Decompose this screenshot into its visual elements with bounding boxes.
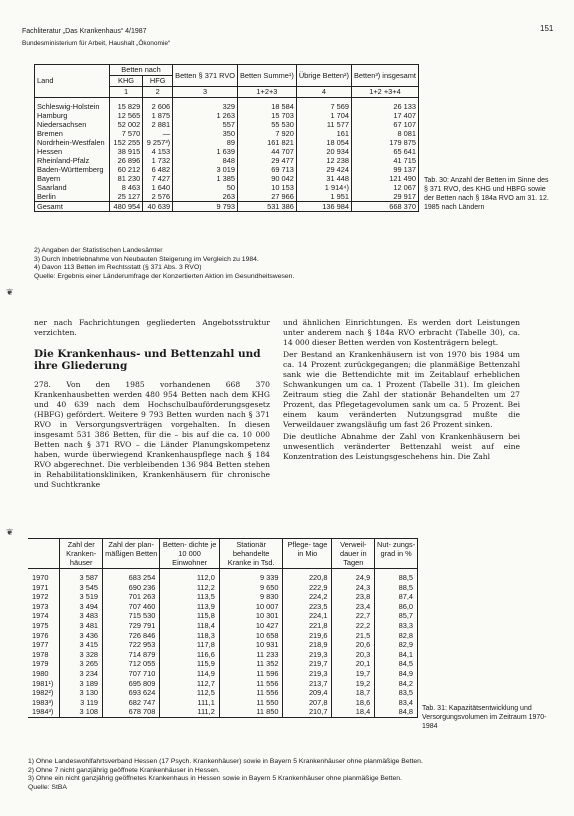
table-cell-yr: 1971 <box>28 583 60 593</box>
table-cell-dichte: 116,6 <box>160 650 219 660</box>
table-cell-stat: 11 556 <box>219 688 283 698</box>
table-cell-nutz: 88,5 <box>375 569 418 583</box>
table-cell-uebrige: 1 704 <box>296 111 351 120</box>
table-cell-verweil: 22,7 <box>332 611 375 621</box>
col-insgesamt: Betten³) insgesamt <box>351 65 418 87</box>
table-cell-dichte: 115,8 <box>160 611 219 621</box>
table-cell-pflege: 220,8 <box>283 569 332 583</box>
table-row <box>28 631 418 641</box>
table-cell-stat: 9 830 <box>219 592 283 602</box>
table-cell-summe: 29 477 <box>238 156 297 165</box>
table-cell-nutz: 87,4 <box>375 592 418 602</box>
table-cell-land: Hamburg <box>35 111 110 120</box>
table-cell-pflege: 209,4 <box>283 688 332 698</box>
table-cell-land: Rheinland-Pfalz <box>35 156 110 165</box>
table-cell-summe: 18 584 <box>238 98 297 112</box>
table-cell-verweil: 20,1 <box>332 659 375 669</box>
table-cell-insgesamt: 26 133 <box>351 98 418 112</box>
table-cell-pflege: 219,7 <box>283 659 332 669</box>
total-cell-khg: 480 954 <box>109 202 142 212</box>
table-31-body <box>28 569 418 718</box>
table-row <box>28 583 418 593</box>
table-cell-kh: 3 108 <box>60 707 103 717</box>
margin-mark-icon: ❦ <box>6 288 14 298</box>
table-cell-rvo: 3 019 <box>173 165 238 174</box>
body-paragraph: Der Bestand an Krankenhäusern ist von 1970 bis 1984 um ca. 14 Prozent zurückgegangen; die planmäßige Bettenzahl sank wie die Bettendichte mit im Zeitablauf erheblichen Schwankungen um ca. 1 Prozent (Tabelle 31). Im gleichen Zeitraum stieg die Zahl der stationär Behandelten um 27 Prozent, das Pflegetagevolumen sank um ca. 5 Prozent. Bei einem kaum veränderten Nutzungsgrad mußte die Verweildauer zwangsläufig um fast 26 Prozent sinken. <box>283 350 520 429</box>
table-total-row <box>35 202 419 212</box>
table-cell-dichte: 112,2 <box>160 583 219 593</box>
col-stationaer: Stationär behandelte Kranke in Tsd. <box>219 539 283 569</box>
table-cell-nutz: 84,2 <box>375 679 418 689</box>
table-cell-betten: 707 710 <box>103 669 160 679</box>
table-cell-hfg: 9 257³) <box>143 138 173 147</box>
table-row <box>35 174 419 183</box>
table-cell-nutz: 83,5 <box>375 688 418 698</box>
col-uebrige: Übrige Betten²) <box>296 65 351 87</box>
table-cell-uebrige: 29 424 <box>296 165 351 174</box>
page-number: 151 <box>540 24 554 33</box>
col-verweildauer: Verweil- dauer in Tagen <box>332 539 375 569</box>
table-cell-nutz: 82,9 <box>375 640 418 650</box>
table-cell-khg: 26 896 <box>109 156 142 165</box>
table-cell-pflege: 213,7 <box>283 679 332 689</box>
table-cell-betten: 693 624 <box>103 688 160 698</box>
table-cell-land: Hessen <box>35 147 110 156</box>
col-num: 1+2+3 <box>238 87 297 98</box>
table-cell-pflege: 218,9 <box>283 640 332 650</box>
table-cell-nutz: 83,4 <box>375 698 418 708</box>
table-cell-stat: 9 339 <box>219 569 283 583</box>
table-cell-stat: 10 427 <box>219 621 283 631</box>
table-cell-hfg: 2 606 <box>143 98 173 112</box>
table-cell-verweil: 20,6 <box>332 640 375 650</box>
table-cell-insgesamt: 12 067 <box>351 183 418 192</box>
table-cell-dichte: 115,9 <box>160 659 219 669</box>
table-row <box>28 688 418 698</box>
table-cell-stat: 11 233 <box>219 650 283 660</box>
table-row <box>35 98 419 112</box>
table-cell-pflege: 219,3 <box>283 650 332 660</box>
table-cell-betten: 695 809 <box>103 679 160 689</box>
table-cell-land: Bremen <box>35 129 110 138</box>
table-cell-yr: 1981¹) <box>28 679 60 689</box>
table-cell-uebrige: 7 569 <box>296 98 351 112</box>
table-cell-land: Bayern <box>35 174 110 183</box>
table-cell-hfg: 1 875 <box>143 111 173 120</box>
table-cell-betten: 678 708 <box>103 707 160 717</box>
table-cell-kh: 3 481 <box>60 621 103 631</box>
table-cell-yr: 1974 <box>28 611 60 621</box>
footnote: Quelle: StBA <box>28 783 67 791</box>
table-cell-insgesamt: 65 641 <box>351 147 418 156</box>
table-cell-kh: 3 119 <box>60 698 103 708</box>
table-cell-betten: 707 460 <box>103 602 160 612</box>
table-cell-verweil: 20,3 <box>332 650 375 660</box>
table-cell-khg: 152 255 <box>109 138 142 147</box>
table-cell-pflege: 207,8 <box>283 698 332 708</box>
col-rvo: Betten § 371 RVO <box>173 65 238 87</box>
table-row <box>28 659 418 669</box>
table-cell-summe: 69 713 <box>238 165 297 174</box>
footnote: 4) Davon 113 Betten im Rechtsstatt (§ 371 Abs. 3 RVO) <box>34 264 202 271</box>
table-cell-uebrige: 1 914⁴) <box>296 183 351 192</box>
table-cell-khg: 81 230 <box>109 174 142 183</box>
table-cell-betten: 729 791 <box>103 621 160 631</box>
footnote: 2) Angaben der Statistischen Landesämter <box>34 247 163 254</box>
table-cell-nutz: 86,0 <box>375 602 418 612</box>
table-row <box>28 679 418 689</box>
table-cell-land: Baden-Württemberg <box>35 165 110 174</box>
table-cell-yr: 1979 <box>28 659 60 669</box>
table-cell-pflege: 219,6 <box>283 631 332 641</box>
section-heading: Die Krankenhaus- und Bettenzahl und ihre Gliederung <box>34 348 261 372</box>
table-cell-verweil: 18,4 <box>332 707 375 717</box>
col-num: 2 <box>143 87 173 98</box>
table-cell-yr: 1972 <box>28 592 60 602</box>
table-cell-dichte: 112,5 <box>160 688 219 698</box>
table-cell-summe: 55 530 <box>238 120 297 129</box>
left-column <box>34 318 270 490</box>
table-cell-rvo: 848 <box>173 156 238 165</box>
table-cell-betten: 683 254 <box>103 569 160 583</box>
table-cell-rvo: 89 <box>173 138 238 147</box>
table-cell-stat: 11 850 <box>219 707 283 717</box>
table-cell-nutz: 84,1 <box>375 650 418 660</box>
table-31 <box>28 538 418 718</box>
intro-paragraph: ner nach Fachrichtungen gegliederten Angebotsstruktur verzichten. <box>34 318 270 337</box>
col-khg: KHG <box>109 76 142 87</box>
table-cell-khg: 15 829 <box>109 98 142 112</box>
body-paragraph: Die deutliche Abnahme der Zahl von Krankenhäusern bei unwesentlich veränderter Bettenzahl weist auf eine Konzentration des Leistungsgeschehens hin. Die Zahl <box>283 432 520 461</box>
table-cell-betten: 714 879 <box>103 650 160 660</box>
table-cell-uebrige: 161 <box>296 129 351 138</box>
table-cell-dichte: 113,5 <box>160 592 219 602</box>
table-cell-yr: 1982²) <box>28 688 60 698</box>
table-cell-dichte: 111,1 <box>160 698 219 708</box>
table-cell-dichte: 114,9 <box>160 669 219 679</box>
table-row <box>28 592 418 602</box>
table-cell-verweil: 18,6 <box>332 698 375 708</box>
table-cell-hfg: 4 153 <box>143 147 173 156</box>
table-cell-betten: 722 953 <box>103 640 160 650</box>
table-cell-uebrige: 1 951 <box>296 192 351 202</box>
total-cell-uebrige: 136 984 <box>296 202 351 212</box>
footnote: 3) Ohne ein nicht ganzjährig geöffnetes Krankenhaus in Hessen sowie in Bayern 5 Krankenhäuser ohne planmäßige Betten. <box>28 775 402 782</box>
table-cell-nutz: 88,5 <box>375 583 418 593</box>
table-cell-yr: 1980 <box>28 669 60 679</box>
table-row <box>35 120 419 129</box>
table-cell-rvo: 50 <box>173 183 238 192</box>
table-cell-stat: 11 550 <box>219 698 283 708</box>
table-cell-insgesamt: 67 107 <box>351 120 418 129</box>
table-cell-dichte: 118,4 <box>160 621 219 631</box>
table-cell-verweil: 21,5 <box>332 631 375 641</box>
table-cell-pflege: 219,3 <box>283 669 332 679</box>
table-31-caption: Tab. 31: Kapazitätsentwicklung und Versorgungsvolumen im Zeitraum 1970-1984 <box>422 705 547 730</box>
table-cell-stat: 11 556 <box>219 679 283 689</box>
table-cell-hfg: 6 482 <box>143 165 173 174</box>
col-bettendichte: Betten- dichte je 10 000 Einwohner <box>160 539 219 569</box>
table-cell-land: Nordrhein-Westfalen <box>35 138 110 147</box>
table-cell-uebrige: 12 238 <box>296 156 351 165</box>
table-cell-summe: 15 703 <box>238 111 297 120</box>
table-cell-pflege: 210,7 <box>283 707 332 717</box>
table-row <box>35 138 419 147</box>
footnote: 2) Ohne 7 nicht ganzjährig geöffnete Krankenhäuser in Hessen. <box>28 766 220 774</box>
table-cell-khg: 60 212 <box>109 165 142 174</box>
table-cell-summe: 161 821 <box>238 138 297 147</box>
table-cell-insgesamt: 8 081 <box>351 129 418 138</box>
table-row <box>35 156 419 165</box>
total-cell-hfg: 40 639 <box>143 202 173 212</box>
table-cell-uebrige: 18 054 <box>296 138 351 147</box>
right-column <box>283 318 520 462</box>
table-cell-kh: 3 234 <box>60 669 103 679</box>
table-cell-land: Saarland <box>35 183 110 192</box>
col-num: 1+2 +3+4 <box>351 87 418 98</box>
table-cell-uebrige: 11 577 <box>296 120 351 129</box>
table-row <box>28 650 418 660</box>
table-30-caption: Tab. 30: Anzahl der Betten im Sinne des § 371 RVO, des KHG und HBFG sowie der Betten nach § 184a RVO am 31. 12. 1985 nach Ländern <box>424 177 549 211</box>
table-row <box>35 147 419 156</box>
table-cell-yr: 1973 <box>28 602 60 612</box>
footnote: 1) Ohne Landeswohlfahrtsverband Hessen (17 Psych. Krankenhäuser) sowie in Bayern 5 Krankenhäuser ohne planmäßige Betten. <box>28 758 423 765</box>
table-cell-khg: 38 915 <box>109 147 142 156</box>
table-row <box>35 183 419 192</box>
table-cell-khg: 8 463 <box>109 183 142 192</box>
table-cell-dichte: 118,3 <box>160 631 219 641</box>
table-31-footnotes <box>28 758 428 792</box>
table-row <box>28 640 418 650</box>
table-cell-kh: 3 265 <box>60 659 103 669</box>
table-cell-pflege: 222,9 <box>283 583 332 593</box>
table-cell-pflege: 224,1 <box>283 611 332 621</box>
table-cell-stat: 10 007 <box>219 602 283 612</box>
table-cell-dichte: 117,8 <box>160 640 219 650</box>
table-cell-hfg: 1 640 <box>143 183 173 192</box>
table-cell-nutz: 84,9 <box>375 669 418 679</box>
table-cell-land: Berlin <box>35 192 110 202</box>
table-cell-nutz: 84,5 <box>375 659 418 669</box>
table-cell-kh: 3 545 <box>60 583 103 593</box>
table-cell-stat: 11 352 <box>219 659 283 669</box>
table-cell-pflege: 221,8 <box>283 621 332 631</box>
total-cell-summe: 531 386 <box>238 202 297 212</box>
col-land: Land <box>35 65 110 98</box>
table-cell-stat: 9 650 <box>219 583 283 593</box>
table-cell-yr: 1978 <box>28 650 60 660</box>
table-row <box>35 129 419 138</box>
col-krankenhaeuser: Zahl der Kranken- häuser <box>60 539 103 569</box>
table-cell-dichte: 112,0 <box>160 569 219 583</box>
table-cell-verweil: 18,7 <box>332 688 375 698</box>
table-30-footnotes <box>34 247 294 281</box>
table-cell-kh: 3 587 <box>60 569 103 583</box>
table-cell-dichte: 112,7 <box>160 679 219 689</box>
table-cell-kh: 3 436 <box>60 631 103 641</box>
table-cell-insgesamt: 17 407 <box>351 111 418 120</box>
total-cell-land: Gesamt <box>35 202 110 212</box>
table-cell-hfg: 7 427 <box>143 174 173 183</box>
table-cell-kh: 3 189 <box>60 679 103 689</box>
table-cell-hfg: — <box>143 129 173 138</box>
table-cell-khg: 7 570 <box>109 129 142 138</box>
table-cell-hfg: 2 576 <box>143 192 173 202</box>
total-cell-insgesamt: 668 370 <box>351 202 418 212</box>
table-row <box>28 698 418 708</box>
table-cell-rvo: 1 385 <box>173 174 238 183</box>
table-cell-betten: 701 263 <box>103 592 160 602</box>
table-cell-land: Niedersachsen <box>35 120 110 129</box>
table-cell-dichte: 111,2 <box>160 707 219 717</box>
table-cell-yr: 1983³) <box>28 698 60 708</box>
table-cell-rvo: 1 263 <box>173 111 238 120</box>
col-summe: Betten Summe¹) <box>238 65 297 87</box>
table-cell-kh: 3 494 <box>60 602 103 612</box>
table-cell-dichte: 113,9 <box>160 602 219 612</box>
col-num: 1 <box>109 87 142 98</box>
table-cell-land: Schleswig-Holstein <box>35 98 110 112</box>
table-cell-rvo: 557 <box>173 120 238 129</box>
table-cell-uebrige: 20 934 <box>296 147 351 156</box>
table-30 <box>34 64 419 212</box>
running-subheader: Bundesministerium für Arbeit, Haushalt „Ökonomie“ <box>22 40 171 47</box>
table-cell-kh: 3 130 <box>60 688 103 698</box>
table-cell-nutz: 84,8 <box>375 707 418 717</box>
table-cell-verweil: 24,9 <box>332 569 375 583</box>
table-row <box>35 111 419 120</box>
table-cell-kh: 3 328 <box>60 650 103 660</box>
body-paragraph: und ähnlichen Einrichtungen. Es werden dort Leistungen unter anderem nach § 184a RVO erbracht (Tabelle 30), ca. 14 000 dieser Betten werden von Kostenträgern belegt. <box>283 318 520 347</box>
table-cell-betten: 690 236 <box>103 583 160 593</box>
table-cell-yr: 1984³) <box>28 707 60 717</box>
table-cell-summe: 90 042 <box>238 174 297 183</box>
table-cell-betten: 682 747 <box>103 698 160 708</box>
table-cell-rvo: 350 <box>173 129 238 138</box>
table-cell-yr: 1975 <box>28 621 60 631</box>
table-cell-rvo: 1 639 <box>173 147 238 156</box>
table-cell-yr: 1976 <box>28 631 60 641</box>
table-cell-verweil: 23,4 <box>332 602 375 612</box>
table-cell-stat: 10 931 <box>219 640 283 650</box>
table-cell-rvo: 263 <box>173 192 238 202</box>
table-cell-stat: 10 301 <box>219 611 283 621</box>
footnote: 3) Durch Inbetriebnahme von Neubauten Steigerung im Vergleich zu 1984. <box>34 255 259 263</box>
table-row <box>28 669 418 679</box>
table-cell-summe: 7 920 <box>238 129 297 138</box>
table-cell-verweil: 19,2 <box>332 679 375 689</box>
margin-mark-icon: ❦ <box>6 528 14 538</box>
table-cell-pflege: 224,2 <box>283 592 332 602</box>
table-row <box>35 192 419 202</box>
col-hfg: HFG <box>143 76 173 87</box>
col-pflegetage: Pflege- tage in Mio <box>283 539 332 569</box>
col-year <box>28 539 60 569</box>
table-cell-kh: 3 483 <box>60 611 103 621</box>
table-cell-verweil: 23,8 <box>332 592 375 602</box>
col-nutzungsgrad: Nut- zungs- grad in % <box>375 539 418 569</box>
table-cell-nutz: 82,8 <box>375 631 418 641</box>
col-num: 4 <box>296 87 351 98</box>
table-cell-verweil: 24,3 <box>332 583 375 593</box>
table-cell-stat: 10 658 <box>219 631 283 641</box>
body-paragraph: 278. Von den 1985 vorhandenen 668 370 Krankenhausbetten werden 480 954 Betten nach dem KHG und 40 639 nach dem Hochschulbauförderungsgesetz (HBFG) gefördert. Weitere 9 793 Betten wurden nach § 371 RVO in Versorgungsverträgen vorgehalten. In diesen insgesamt 531 386 Betten, für die – bis auf die ca. 10 000 Betten nach § 371 RVO – die Länder Planungskompetenz haben, wurde überwiegend Krankenhauspflege nach § 184 RVO abgerechnet. Die verbleibenden 136 984 Betten stehen in Rehabilitationskliniken, Krankenhäusern für chronische und Suchtkranke <box>34 380 270 489</box>
table-cell-yr: 1977 <box>28 640 60 650</box>
total-cell-rvo: 9 793 <box>173 202 238 212</box>
table-row <box>28 621 418 631</box>
table-cell-stat: 11 596 <box>219 669 283 679</box>
table-cell-hfg: 1 732 <box>143 156 173 165</box>
table-cell-betten: 726 846 <box>103 631 160 641</box>
table-cell-insgesamt: 99 137 <box>351 165 418 174</box>
table-cell-verweil: 19,7 <box>332 669 375 679</box>
table-cell-rvo: 329 <box>173 98 238 112</box>
table-row <box>28 602 418 612</box>
table-cell-verweil: 22,2 <box>332 621 375 631</box>
table-cell-insgesamt: 29 917 <box>351 192 418 202</box>
table-cell-pflege: 223,5 <box>283 602 332 612</box>
table-cell-nutz: 83,3 <box>375 621 418 631</box>
footnote: Quelle: Ergebnis einer Länderumfrage der Konzertierten Aktion im Gesundheitswesen. <box>34 272 295 280</box>
table-30-body <box>35 98 419 212</box>
table-row <box>35 165 419 174</box>
table-cell-khg: 25 127 <box>109 192 142 202</box>
table-cell-nutz: 85,7 <box>375 611 418 621</box>
table-cell-summe: 44 707 <box>238 147 297 156</box>
table-cell-kh: 3 415 <box>60 640 103 650</box>
col-betten: Zahl der plan- mäßigen Betten <box>103 539 160 569</box>
table-row <box>28 569 418 583</box>
table-cell-kh: 3 519 <box>60 592 103 602</box>
table-cell-insgesamt: 121 490 <box>351 174 418 183</box>
table-cell-yr: 1970 <box>28 569 60 583</box>
table-cell-insgesamt: 179 875 <box>351 138 418 147</box>
running-header: Fachliteratur „Das Krankenhaus“ 4/1987 <box>22 28 147 35</box>
table-cell-insgesamt: 41 715 <box>351 156 418 165</box>
table-cell-summe: 10 153 <box>238 183 297 192</box>
table-cell-khg: 12 565 <box>109 111 142 120</box>
col-group-betten-nach: Betten nach <box>109 65 172 76</box>
table-row <box>28 611 418 621</box>
table-cell-hfg: 2 881 <box>143 120 173 129</box>
col-num: 3 <box>173 87 238 98</box>
table-cell-khg: 52 002 <box>109 120 142 129</box>
table-cell-betten: 712 055 <box>103 659 160 669</box>
table-cell-uebrige: 31 448 <box>296 174 351 183</box>
table-row <box>28 707 418 717</box>
table-cell-betten: 715 530 <box>103 611 160 621</box>
table-cell-summe: 27 966 <box>238 192 297 202</box>
